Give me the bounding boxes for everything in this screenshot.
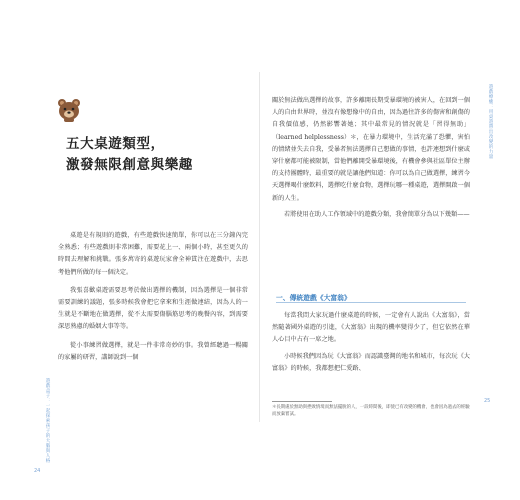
- page-number: 24: [34, 468, 41, 474]
- paragraph: 每當我問大家玩過什麼桌遊的時候，一定會有人說出《大富翁》，當然隨著國外桌遊的引進，《大富翁》出現的機率變得少了，但它依然在華人心目中占有一席之地。: [272, 312, 470, 344]
- paragraph: 關於無法做出選擇的故事，許多離開長期受暴環境的被害人，在回到一個人的自由世界時，並沒有像想像中的自由，因為過往許多的傷害和創傷的自我價值感，仍然影響著她；其中最常見的情況就是「習得無助」（learned helplessness）＊，在暴力環境中，生活充滿了恐懼，害怕的情緒並失去自我，受暴者無法選擇自己想做的事情，也許連想到什麼或穿什麼都可能被限制，當他們離開受暴環境後，有機會參與社區單位主辦的支持團體時，最重要的就是讓他們知道：你可以為自己做選擇，練習今天選擇喝什麼飲料，選擇吃什麼食物，選擇玩哪一種桌遊，選擇開啟一個新的人生。: [272, 97, 470, 202]
- running-title: 遊戲療癒：用桌遊帶出改變的力量: [488, 84, 493, 159]
- section-heading: 一、傳統遊戲《大富翁》: [276, 294, 351, 302]
- paragraph: 從小事練習做選擇，就是一件非常奇妙的事。我曾經聽過一暢關的家屬的研習，講師說到一個: [58, 341, 248, 361]
- title-line-1: 五大桌遊類型，: [66, 136, 165, 152]
- page-number: 25: [484, 398, 491, 404]
- footnote-divider: [272, 401, 332, 402]
- footnote: ＊長期處於無助與挫敗情境而無法擺脫的人，一段時間後，即使已有改變的機會，也會因為過去的經驗而放棄嘗試。: [272, 405, 470, 417]
- title-line-2: 激發無限創意與樂趣: [66, 157, 193, 173]
- paragraph: 我張喜歡桌遊需要思考於做出選擇的機制，因為選擇是一個非常需要訓練的議題，張多時候我會把它拿來和生涯做連結，因為人的一生就是不斷地在做選擇，從不太需要傷腦筋思考的晚餐內容，到需要深思熟慮的婚姻大事等等。: [58, 286, 248, 331]
- paragraph: 桌遊是有規則的遊戲，有些遊戲快速簡單，你可以在三分鐘內完全熟悉；有些遊戲則非常困難，需要花上一、兩個小時，甚至更久的時間去理解和挑戰。張多萬寄的桌遊玩家會全神貫注在遊戲中，去思考他們所做的每一個決定。: [58, 232, 248, 276]
- paragraph: 若將使用在助人工作領域中的遊戲分類，我會簡單分為以下幾類——: [284, 210, 470, 218]
- body-text: [272, 95, 470, 225]
- bear-mascot-icon: [56, 97, 82, 123]
- running-title: 遊戲盒子：一起探索孩子的大腦與人格: [45, 378, 50, 463]
- body-text: [58, 230, 248, 370]
- paragraph: 小時候我們因為玩《大富翁》而認識臺灣的地名和城市，每次玩《大富翁》的時候，我都想把仁愛路、: [272, 352, 470, 372]
- section-body: [272, 310, 470, 379]
- right-page: [260, 0, 520, 500]
- page-title: [66, 134, 236, 176]
- section-divider: [276, 302, 466, 303]
